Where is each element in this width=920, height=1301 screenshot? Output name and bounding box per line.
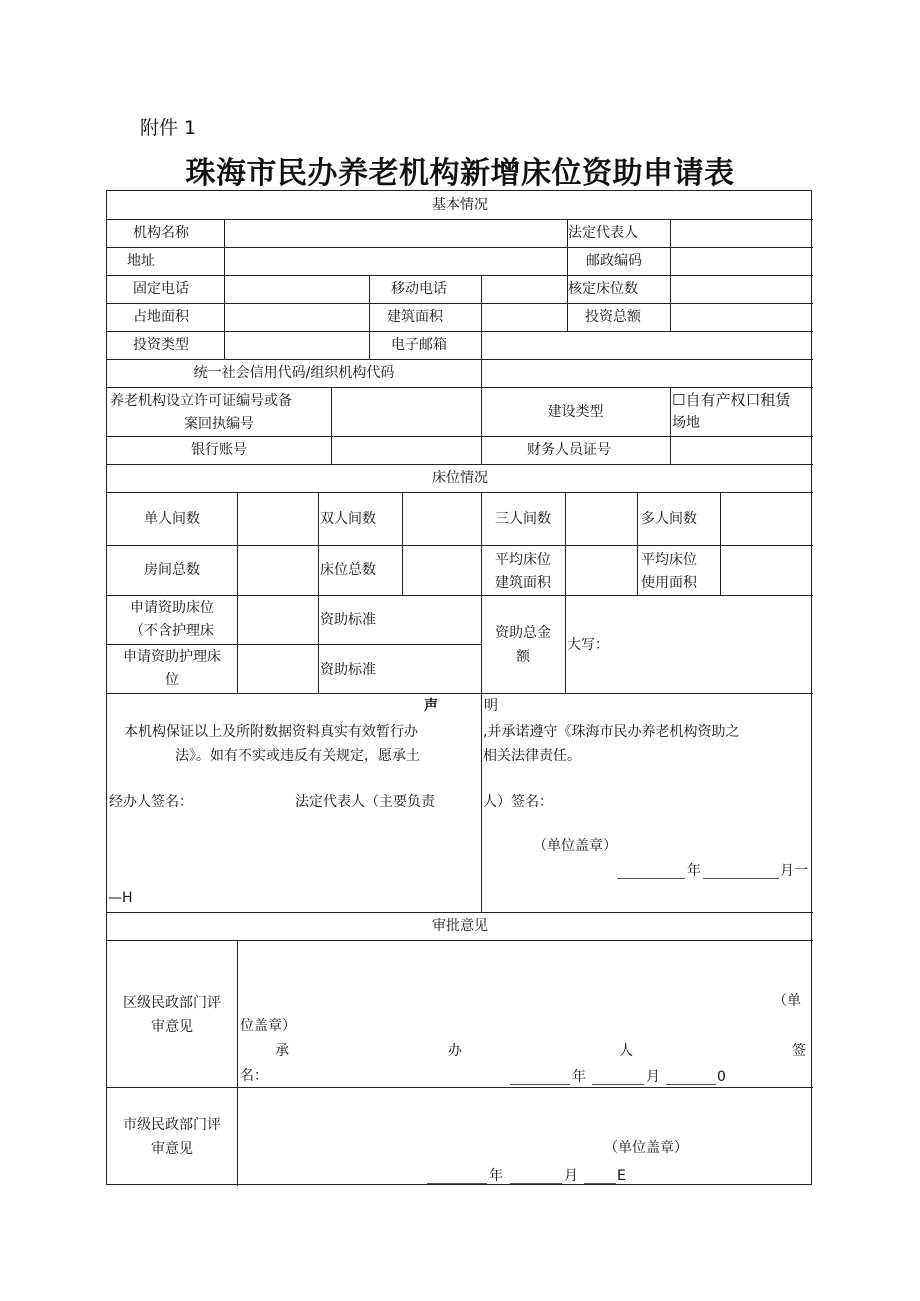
label-triple-rooms: 三人间数 <box>495 511 551 527</box>
city-date-year: 年 <box>489 1168 503 1184</box>
declaration-date-month: 月一 <box>780 863 808 879</box>
declaration-line1-b: ,并承诺遵守《珠海市民办养老机构资助之 <box>483 724 740 740</box>
label-nursing-beds-line2: 位 <box>165 672 179 688</box>
district-date-year: 年 <box>572 1069 586 1085</box>
label-total-subsidy-line2: 额 <box>516 649 530 665</box>
handler-sign-char-3: 人 <box>619 1043 633 1059</box>
district-date-day: 0 <box>717 1069 726 1085</box>
city-date-month: 月 <box>564 1168 578 1184</box>
form-title: 珠海市民办养老机构新增床位资助申请表 <box>185 156 735 191</box>
label-total-rooms: 房间总数 <box>144 562 200 578</box>
declaration-line2-a: 法》。如有不实或违反有关规定，愿承土 <box>175 748 420 764</box>
label-district-review-line2: 审意见 <box>151 1019 193 1035</box>
label-total-beds: 床位总数 <box>320 562 376 578</box>
label-avg-build-line2: 建筑面积 <box>495 575 551 591</box>
handler-sign-end: 名： <box>240 1068 268 1084</box>
label-avg-use-line1: 平均床位 <box>641 552 697 568</box>
label-bank-account: 银行账号 <box>191 442 247 458</box>
label-credit-code: 统一社会信用代码/组织机构代码 <box>193 365 395 381</box>
label-address: 地址 <box>127 253 155 269</box>
declaration-title-b: 明 <box>484 698 498 714</box>
declaration-line2-b: 相关法律责任。 <box>483 748 581 764</box>
label-postal-code: 邮政编码 <box>586 253 642 269</box>
label-single-rooms: 单人间数 <box>144 511 200 527</box>
section-bed-info: 床位情况 <box>432 470 488 486</box>
label-land-area: 占地面积 <box>133 309 189 325</box>
city-date-day: E <box>617 1168 626 1184</box>
label-approved-beds: 核定床位数 <box>568 281 638 297</box>
declaration-title-a: 声 <box>424 698 438 714</box>
label-avg-build-line1: 平均床位 <box>495 552 551 568</box>
label-city-review-line1: 市级民政部门评 <box>123 1117 221 1133</box>
label-legal-rep: 法定代表人 <box>568 225 638 241</box>
declaration-seal: （单位盖章） <box>533 838 617 854</box>
declaration-date-year: 年 <box>687 863 701 879</box>
district-seal-a: （单 <box>773 993 801 1009</box>
construction-options-line2: 场地 <box>672 415 700 431</box>
label-district-review-line1: 区级民政部门评 <box>123 995 221 1011</box>
district-seal-b: 位盖章） <box>240 1018 296 1034</box>
label-handler-signature: 经办人签名： <box>109 794 193 810</box>
label-subsidy-standard-2: 资助标准 <box>320 662 376 678</box>
label-license-line2: 案回执编号 <box>184 416 254 432</box>
label-city-review-line2: 审意见 <box>151 1141 193 1157</box>
district-date-month: 月 <box>646 1069 660 1085</box>
declaration-date-tail: —H <box>108 890 133 906</box>
section-basic-info: 基本情况 <box>432 197 488 213</box>
label-finance-id: 财务人员证号 <box>527 442 611 458</box>
label-double-rooms: 双人间数 <box>320 511 376 527</box>
label-subsidy-standard-1: 资助标准 <box>320 612 376 628</box>
label-total-subsidy-line1: 资助总金 <box>495 625 551 641</box>
attachment-label: 附件 1 <box>140 117 197 139</box>
label-building-area: 建筑面积 <box>387 309 443 325</box>
label-amount-capital: 大写： <box>567 637 609 653</box>
label-email: 电子邮箱 <box>391 337 447 353</box>
label-construction-type: 建设类型 <box>547 404 604 420</box>
city-seal: （单位盖章） <box>604 1140 688 1156</box>
label-fixed-phone: 固定电话 <box>133 281 189 297</box>
declaration-line1-a: 本机构保证以上及所附数据资料真实有效暂行办 <box>124 724 418 740</box>
section-approval: 审批意见 <box>432 918 488 934</box>
label-mobile-phone: 移动电话 <box>391 281 447 297</box>
handler-sign-char-2: 办 <box>448 1043 462 1059</box>
construction-options[interactable]: ☐自有产权口租赁 <box>672 391 791 409</box>
handler-sign-char-1: 承 <box>275 1043 289 1059</box>
label-org-name: 机构名称 <box>133 225 189 241</box>
label-nursing-beds-line1: 申请资助护理床 <box>123 649 221 665</box>
label-apply-beds-line1: 申请资助床位 <box>130 600 214 616</box>
label-avg-use-line2: 使用面积 <box>641 575 697 591</box>
handler-sign-char-4: 签 <box>792 1043 806 1059</box>
label-apply-beds-line2: （不含护理床 <box>130 623 214 639</box>
label-multi-rooms: 多人间数 <box>641 511 697 527</box>
label-license-line1: 养老机构设立许可证编号或备 <box>110 393 292 409</box>
label-legal-signature-a: 法定代表人（主要负责 <box>295 794 435 810</box>
label-legal-signature-b: 人）签名： <box>483 794 553 810</box>
application-form-table <box>106 190 812 1185</box>
label-investment-type: 投资类型 <box>133 337 189 353</box>
label-total-investment: 投资总额 <box>585 309 641 325</box>
